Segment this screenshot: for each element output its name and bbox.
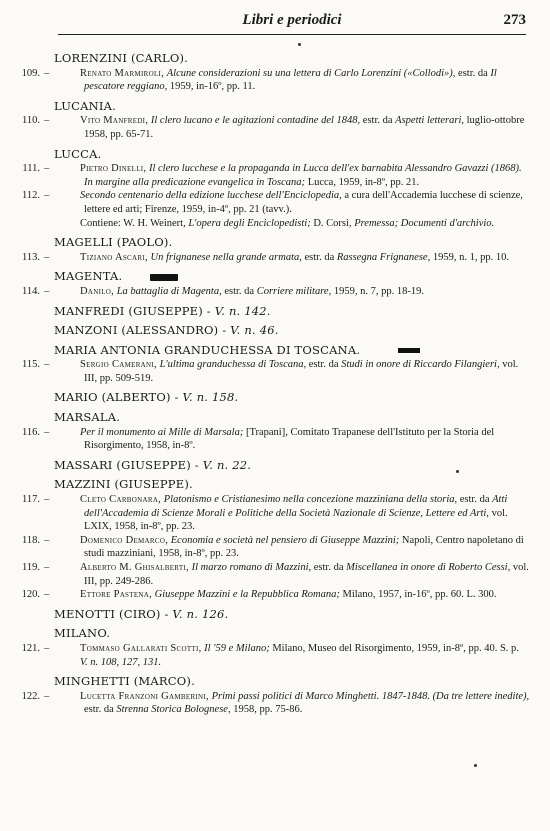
bibliography-entry: 119. – Alberto M. Ghisalberti, Il marzo romano di Mazzini, estr. da Miscellanea in onore di Roberto Cessi, vol. III, pp. 249-286. xyxy=(8,561,530,588)
entry-number: 115. xyxy=(22,359,40,371)
entry-author: Vito Manfredi, xyxy=(80,115,149,127)
contents-label: Contiene: W. H. Weinert, xyxy=(80,217,186,229)
section-heading xyxy=(54,270,530,284)
section-heading: MARSALA. xyxy=(54,410,121,425)
cross-reference: V. n. 142. xyxy=(214,303,271,318)
entry-title: Il clero lucchese e la propaganda in Lucca dell'ex barnabita Alessandro Gavazzi (1868). In margine alla predicazione evangelica in Toscana; xyxy=(84,163,522,188)
entry-author: Pietro Dinelli, xyxy=(80,163,147,175)
entry-number: 109. xyxy=(21,67,40,79)
entry-title: Primi passi politici di Marco Minghetti. 1847-1848. (Da tre lettere inedite), xyxy=(211,690,530,702)
entry-journal: Il pescatore reggiano, xyxy=(84,67,497,93)
speck xyxy=(474,764,477,767)
entry-details: 1958, pp. 75-86. xyxy=(233,704,303,716)
entry-title: Secondo centenario della edizione lucchese dell'Enciclopedia, xyxy=(80,190,342,202)
entry-details: luglio-ottobre 1958, pp. 65-71. xyxy=(84,115,525,140)
entry-number: 111. xyxy=(22,163,40,175)
page-number: 273 xyxy=(503,12,526,28)
section-heading xyxy=(54,305,530,319)
entry-author: Lucetta Franzoni Gamberini, xyxy=(80,690,209,702)
entry-text: estr. da xyxy=(84,704,114,716)
entry-title: Il marzo romano di Mazzini, xyxy=(191,562,312,573)
section-heading xyxy=(54,391,530,405)
bibliography-entry: 121. – Tommaso Gallarati Scotti, Il '59 e Milano; Milano, Museo del Risorgimento, 1959, in-8º, pp. 40. S. p. V. n. 108, 127, 131. xyxy=(8,642,530,669)
contents-title: L'opera degli Enciclopedisti; xyxy=(188,217,311,229)
entry-title: Un frignanese nella grande armata, xyxy=(150,251,302,263)
bibliography-entry: 118. – Domenico Demarco, Economia e società nel pensiero di Giuseppe Mazzini; Napoli, Centro napoletano di studi mazziniani, 1958, in-8º, pp. 23. xyxy=(8,534,530,561)
entry-number: 119. xyxy=(22,562,40,573)
section-heading: LUCCA. xyxy=(54,146,102,161)
section-heading: LUCANIA. xyxy=(54,98,116,113)
bibliography-entry: 122. – Lucetta Franzoni Gamberini, Primi passi politici di Marco Minghetti. 1847-1848. (Da tre lettere inedite), estr. da Strenna Storica Bolognese, 1958, pp. 75-86. xyxy=(8,690,530,717)
entry-number: 110. xyxy=(22,115,40,127)
entry-journal: Miscellanea in onore di Roberto Cessi, xyxy=(346,562,511,573)
heading-text: MARIA ANTONIA GRANDUCHESSA DI TOSCANA. xyxy=(54,342,361,357)
section-heading xyxy=(54,608,530,622)
contents-title: Premessa; Documenti d'archivio. xyxy=(354,217,495,229)
entry-journal: Rassegna Frignanese, xyxy=(336,251,431,263)
cross-reference: V. n. 46. xyxy=(230,323,279,338)
running-header xyxy=(58,12,526,35)
heading-text: MARIO (ALBERTO) - xyxy=(54,390,179,405)
entry-title: Giuseppe Mazzini e la Repubblica Romana; xyxy=(154,589,340,601)
section-heading: MILANO. xyxy=(54,626,111,641)
entry-details: 1959, in-16º, pp. 11. xyxy=(169,81,256,93)
bibliography-body xyxy=(8,52,530,717)
entry-text: estr. da xyxy=(459,494,490,506)
speck xyxy=(298,43,301,46)
entry-number: 114. xyxy=(22,285,40,297)
cross-reference: V. n. 158. xyxy=(182,390,239,405)
entry-author: Danilo, xyxy=(80,285,115,297)
entry-details: vol. III, pp. 249-286. xyxy=(84,562,529,587)
entry-text: estr. da xyxy=(313,562,344,573)
section-heading: MINGHETTI (MARCO). xyxy=(54,674,195,689)
entry-author: Alberto M. Ghisalberti, xyxy=(80,562,189,573)
section-heading: LORENZINI (CARLO). xyxy=(54,51,189,65)
entry-journal: Atti dell'Accademia di Scienze Morali e Politiche della Società Nazionale di Scienze, Lettere ed Arti, xyxy=(84,494,508,519)
bibliography-entry: 112. – Secondo centenario della edizione lucchese dell'Enciclopedia, a cura dell'Accademia lucchese di scienze, lettere ed arti; Firenze, 1959, in-4º, pp. 21 (tavv.). Contiene: W. H. Weinert, L'opera degli Enciclopedisti; D. Corsi, Premessa; Documenti d'archivio. xyxy=(8,189,530,230)
entry-journal: Aspetti letterari, xyxy=(395,115,464,127)
entry-journal: Corriere militare, xyxy=(256,285,332,297)
entry-details: Lucca, 1959, in-8º, pp. 21. xyxy=(307,176,420,188)
entry-text: estr. da xyxy=(304,251,335,263)
entry-title: La battaglia di Magenta, xyxy=(116,285,222,297)
entry-number: 117. xyxy=(22,494,40,506)
entry-details: a cura dell'Accademia lucchese di scienze, lettere ed arti; Firenze, 1959, in-4º, pp. 21 (tavv.). xyxy=(84,190,523,215)
section-heading: MAGELLI (PAOLO). xyxy=(54,235,173,250)
entry-text: estr. da xyxy=(308,359,339,371)
entry-details: vol. LXIX, 1958, in-8º, pp. 23. xyxy=(84,507,508,533)
cross-reference: V. n. 126. xyxy=(172,606,229,621)
entry-details: 1959, n. 1, pp. 10. xyxy=(432,251,509,263)
entry-number: 113. xyxy=(22,251,40,263)
bibliography-entry: 115. – Sergio Camerani, L'ultima granduchessa di Toscana, estr. da Studi in onore di Riccardo Filangieri, vol. III, pp. 509-519. xyxy=(8,358,530,385)
entry-details: Milano, 1957, in-16º, pp. 60. L. 300. xyxy=(342,589,497,601)
entry-number: 118. xyxy=(22,534,40,546)
bibliography-entry: 113. – Tiziano Ascari, Un frignanese nella grande armata, estr. da Rassegna Frignanese, 1959, n. 1, pp. 10. xyxy=(8,251,530,265)
cross-reference: V. n. 108, 127, 131. xyxy=(80,656,162,668)
section-heading: MAZZINI (GIUSEPPE). xyxy=(54,477,193,492)
entry-number: 112. xyxy=(22,190,40,202)
bibliography-entry: 110. – Vito Manfredi, Il clero lucano e le agitazioni contadine del 1848, estr. da Aspetti letterari, luglio-ottobre 1958, pp. 65-71. xyxy=(8,114,530,141)
heading-text: MASSARI (GIUSEPPE) - xyxy=(54,457,199,472)
bibliography-entry: 120. – Ettore Pastena, Giuseppe Mazzini e la Repubblica Romana; Milano, 1957, in-16º, pp. 60. L. 300. xyxy=(8,588,530,602)
speck xyxy=(456,470,459,473)
entry-title: Il '59 e Milano; xyxy=(204,642,270,654)
ink-smudge xyxy=(398,348,420,353)
entry-details: Milano, Museo del Risorgimento, 1959, in-8º, pp. 40. S. p. xyxy=(272,642,519,654)
heading-text: MANFREDI (GIUSEPPE) - xyxy=(54,303,211,318)
entry-title: L'ultima granduchessa di Toscana, xyxy=(159,359,307,371)
entry-author: Renato Marmiroli, xyxy=(80,67,165,79)
entry-title: Per il monumento ai Mille di Marsala; xyxy=(80,426,244,438)
entry-number: 121. xyxy=(21,642,40,654)
entry-text: estr. da xyxy=(362,115,393,127)
bibliography-entry: 116. – Per il monumento ai Mille di Marsala; [Trapani], Comitato Trapanese dell'Istituto per la Storia del Risorgimento, 1958, in-8º. xyxy=(8,426,530,453)
heading-text: MAGENTA. xyxy=(54,269,123,284)
entry-author: Cleto Carbonara, xyxy=(80,494,162,506)
entry-author: Tommaso Gallarati Scotti, xyxy=(80,642,202,654)
entry-details: vol. III, pp. 509-519. xyxy=(84,359,519,384)
cross-reference: V. n. 22. xyxy=(202,457,252,472)
entry-details: Napoli, Centro napoletano di studi mazziniani, 1958, in-8º, pp. 23. xyxy=(84,534,524,560)
bibliography-entry: 111. – Pietro Dinelli, Il clero lucchese e la propaganda in Lucca dell'ex barnabita Alessandro Gavazzi (1868). In margine alla predicazione evangelica in Toscana; Lucca, 1959, in-8º, pp. 21. xyxy=(8,162,530,189)
entry-author: Ettore Pastena, xyxy=(80,589,153,601)
entry-text: estr. da xyxy=(224,285,255,297)
bibliography-entry: 117. – Cleto Carbonara, Platonismo e Cristianesimo nella concezione mazziniana della storia, estr. da Atti dell'Accademia di Scienze Morali e Politiche della Società Nazionale di Scienze, Lettere ed Arti, vol. LXIX, 1958, in-8º, pp. 23. xyxy=(8,493,530,534)
entry-details: [Trapani], Comitato Trapanese dell'Istituto per la Storia del Risorgimento, 1958, in-8º. xyxy=(84,426,495,452)
entry-journal: Strenna Storica Bolognese, xyxy=(116,704,231,716)
contents-author: D. Corsi, xyxy=(313,217,352,229)
entry-number: 122. xyxy=(21,690,40,702)
heading-text: MENOTTI (CIRO) - xyxy=(54,606,169,621)
entry-contents xyxy=(80,217,530,231)
entry-details: 1959, n. 7, pp. 18-19. xyxy=(333,285,424,297)
running-title: Libri e periodici xyxy=(242,12,342,28)
entry-title: Il clero lucano e le agitazioni contadine del 1848, xyxy=(150,115,361,127)
entry-author: Sergio Camerani, xyxy=(80,359,157,371)
entry-author: Domenico Demarco, xyxy=(80,534,169,546)
entry-author: Tiziano Ascari, xyxy=(80,251,148,263)
entry-text: estr. da xyxy=(458,67,488,79)
bibliography-entry: 114. – Danilo, La battaglia di Magenta, estr. da Corriere militare, 1959, n. 7, pp. 18-19. xyxy=(8,285,530,299)
heading-text: MANZONI (ALESSANDRO) - xyxy=(54,323,227,338)
section-heading xyxy=(54,344,530,358)
section-heading xyxy=(54,324,530,338)
entry-number: 120. xyxy=(21,589,40,601)
entry-number: 116. xyxy=(22,426,40,438)
entry-title: Alcune considerazioni su una lettera di Carlo Lorenzini («Collodi»), xyxy=(166,67,456,79)
entry-title: Economia e società nel pensiero di Giuseppe Mazzini; xyxy=(170,534,400,546)
bibliography-entry: 109. – Renato Marmiroli, Alcune considerazioni su una lettera di Carlo Lorenzini («Collodi»), estr. da Il pescatore reggiano, 1959, in-16º, pp. 11. xyxy=(8,67,530,94)
entry-title: Platonismo e Cristianesimo nella concezione mazziniana della storia, xyxy=(163,494,458,506)
entry-journal: Studi in onore di Riccardo Filangieri, xyxy=(341,359,500,371)
ink-smudge xyxy=(150,274,178,281)
